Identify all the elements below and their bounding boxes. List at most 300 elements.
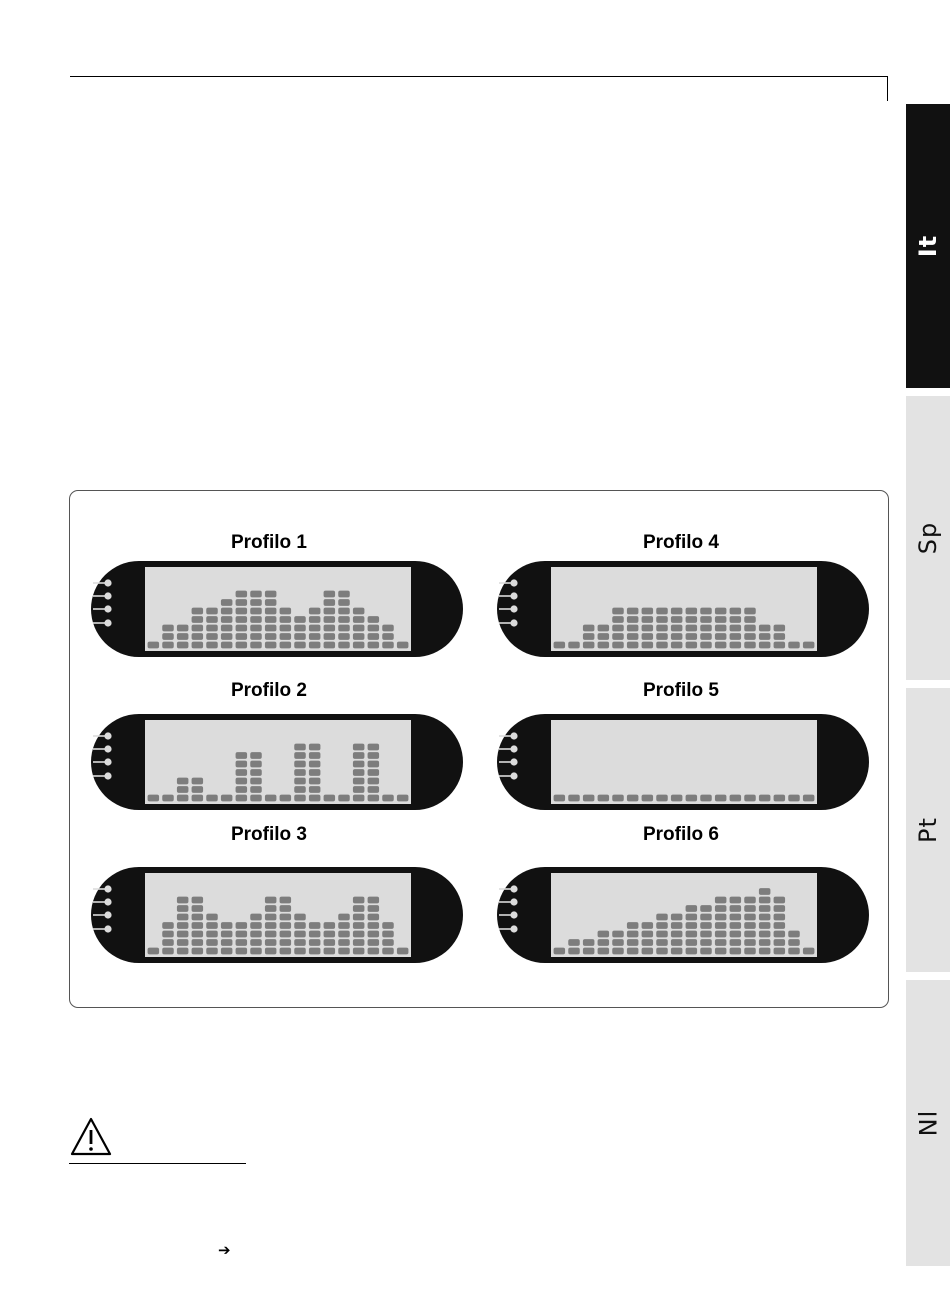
profile-bar-segment [568, 795, 580, 802]
profile-bar-segment [324, 625, 336, 632]
profile-bar-segment [353, 625, 365, 632]
profile-bar-segment [206, 939, 218, 946]
profile-bar-segment [774, 625, 786, 632]
profile-bar-segment [265, 897, 277, 904]
profile-bar-segment [397, 642, 409, 649]
profile-bar-segment [353, 931, 365, 938]
profile-bar-segment [353, 761, 365, 768]
profile-bar-segment [206, 633, 218, 640]
profile-bar-segment [368, 905, 380, 912]
profile-bar-segment [583, 642, 595, 649]
profile-bar-segment [353, 914, 365, 921]
profile-bar-segment [686, 905, 698, 912]
profile-bar-segment [627, 625, 639, 632]
profile-2-title: Profilo 2 [230, 680, 307, 701]
profile-bar-segment [162, 931, 174, 938]
profile-bar-segment [236, 752, 248, 759]
profile-bar-segment [612, 642, 624, 649]
profile-bar-segment [250, 752, 262, 759]
profile-bar-segment [642, 931, 654, 938]
profile-bar-segment [700, 625, 712, 632]
profile-bar-segment [324, 616, 336, 623]
profile-bar-segment [700, 948, 712, 955]
profile-bar-segment [192, 786, 204, 793]
profile-bar-segment [265, 625, 277, 632]
profile-bar-segment [397, 795, 409, 802]
profile-bar-segment [338, 914, 350, 921]
profile-bar-segment [627, 608, 639, 615]
profile-bar-segment [368, 625, 380, 632]
profile-bar-segment [353, 939, 365, 946]
profile-bar-segment [583, 633, 595, 640]
profile-bar-segment [368, 778, 380, 785]
profile-bar-segment [177, 939, 189, 946]
profile-bar-segment [353, 744, 365, 751]
profile-bar-segment [759, 905, 771, 912]
profile-bar-segment [598, 642, 610, 649]
profile-bar-segment [192, 642, 204, 649]
profile-bar-segment [162, 642, 174, 649]
profile-bar-segment [338, 625, 350, 632]
profile-bar-segment [192, 939, 204, 946]
profile-bar-segment [715, 633, 727, 640]
profile-bar-segment [642, 939, 654, 946]
profile-bar-segment [324, 795, 336, 802]
profile-3-title: Profilo 3 [230, 824, 307, 845]
profile-bar-segment [715, 905, 727, 912]
profile-bar-segment [627, 948, 639, 955]
profile-bar-segment [280, 616, 292, 623]
profile-bar-segment [730, 795, 742, 802]
profile-bar-segment [583, 625, 595, 632]
profile-bar-segment [206, 948, 218, 955]
profile-bar-segment [744, 905, 756, 912]
tab-language-it-label: It [914, 234, 942, 258]
profile-bar-segment [744, 897, 756, 904]
profile-bar-segment [177, 914, 189, 921]
profile-bar-segment [700, 914, 712, 921]
profile-bar-segment [250, 931, 262, 938]
profile-bar-segment [192, 948, 204, 955]
profile-bar-segment [221, 608, 233, 615]
profile-bar-segment [236, 633, 248, 640]
profile-bar-segment [671, 616, 683, 623]
profile-bar-segment [206, 642, 218, 649]
profile-bar-segment [309, 625, 321, 632]
indicator-light [104, 911, 111, 918]
profile-bar-segment [774, 931, 786, 938]
tab-language-pt[interactable] [906, 688, 950, 972]
profile-bar-segment [353, 769, 365, 776]
profile-bar-segment [192, 897, 204, 904]
profile-bar-segment [221, 642, 233, 649]
profile-bar-segment [250, 778, 262, 785]
profile-bar-segment [686, 939, 698, 946]
profile-bar-segment [265, 642, 277, 649]
profile-bar-segment [221, 922, 233, 929]
profile-bar-segment [206, 914, 218, 921]
profile-4-title: Profilo 4 [642, 532, 719, 553]
profile-bar-segment [642, 922, 654, 929]
profile-bar-segment [774, 897, 786, 904]
indicator-light [510, 732, 517, 739]
profile-bar-segment [642, 616, 654, 623]
profile-bar-segment [656, 608, 668, 615]
profile-bar-segment [309, 931, 321, 938]
profile-bar-segment [221, 795, 233, 802]
profile-bar-segment [656, 795, 668, 802]
profile-bar-segment [715, 616, 727, 623]
profile-bar-segment [221, 948, 233, 955]
profile-bar-segment [730, 897, 742, 904]
profile-bar-segment [309, 633, 321, 640]
profile-bar-segment [338, 608, 350, 615]
profile-bar-segment [671, 795, 683, 802]
profile-bar-segment [324, 591, 336, 598]
profile-bar-segment [700, 922, 712, 929]
profile-bar-segment [715, 625, 727, 632]
profile-bar-segment [774, 922, 786, 929]
profile-bar-segment [309, 761, 321, 768]
profile-bar-segment [353, 642, 365, 649]
profile-bar-segment [700, 633, 712, 640]
profile-bar-segment [338, 633, 350, 640]
profile-bar-segment [206, 922, 218, 929]
profile-bar-segment [177, 922, 189, 929]
profile-bar-segment [280, 931, 292, 938]
profile-bar-segment [715, 931, 727, 938]
profile-bar-segment [612, 948, 624, 955]
profile-bar-segment [294, 744, 306, 751]
profile-bar-segment [177, 633, 189, 640]
profile-bar-segment [294, 914, 306, 921]
profile-bar-segment [656, 931, 668, 938]
indicator-light [510, 898, 517, 905]
profile-bar-segment [759, 888, 771, 895]
profile-bar-segment [554, 642, 566, 649]
profile-bar-segment [294, 948, 306, 955]
indicator-light [104, 619, 111, 626]
profile-bar-segment [192, 778, 204, 785]
profile-bar-segment [236, 769, 248, 776]
profile-bar-segment [250, 914, 262, 921]
profile-bar-segment [265, 599, 277, 606]
profile-bar-segment [324, 931, 336, 938]
profile-bar-segment [162, 922, 174, 929]
profile-bar-segment [294, 922, 306, 929]
profile-bar-segment [686, 922, 698, 929]
profile-bar-segment [294, 752, 306, 759]
profile-bar-segment [686, 616, 698, 623]
profile-6-title: Profilo 6 [642, 824, 719, 845]
profile-bar-segment [206, 931, 218, 938]
tab-language-sp-label: Sp [914, 521, 942, 555]
profile-bar-segment [368, 616, 380, 623]
arrow-right-icon: ➔ [218, 1241, 231, 1259]
profile-bar-segment [598, 633, 610, 640]
profile-bar-segment [671, 625, 683, 632]
profile-bar-segment [162, 625, 174, 632]
profile-bar-segment [294, 616, 306, 623]
profile-bar-segment [700, 616, 712, 623]
profile-bar-segment [382, 642, 394, 649]
profile-bar-segment [671, 633, 683, 640]
profile-bar-segment [338, 795, 350, 802]
profile-bar-segment [280, 939, 292, 946]
profile-bar-segment [368, 752, 380, 759]
profile-bar-segment [265, 616, 277, 623]
profile-bar-segment [192, 931, 204, 938]
profile-bar-segment [250, 795, 262, 802]
profile-bar-segment [759, 642, 771, 649]
profile-bar-segment [368, 769, 380, 776]
profile-5-title: Profilo 5 [642, 680, 719, 701]
profile-bar-segment [250, 642, 262, 649]
profile-bar-segment [353, 922, 365, 929]
profile-bar-segment [250, 761, 262, 768]
profile-bar-segment [686, 608, 698, 615]
profile-bar-segment [759, 633, 771, 640]
profile-bar-segment [206, 625, 218, 632]
profile-bar-segment [656, 939, 668, 946]
profile-bar-segment [280, 897, 292, 904]
profile-bar-segment [700, 795, 712, 802]
profile-bar-segment [177, 931, 189, 938]
profile-bar-segment [700, 608, 712, 615]
profile-bar-segment [774, 939, 786, 946]
tab-language-sp[interactable] [906, 396, 950, 680]
profile-bar-segment [744, 914, 756, 921]
profile-bar-segment [368, 948, 380, 955]
header-rule-tick [887, 76, 888, 101]
profile-bar-segment [715, 642, 727, 649]
profile-bar-segment [368, 931, 380, 938]
profile-bar-segment [265, 905, 277, 912]
indicator-light [510, 745, 517, 752]
indicator-light [104, 605, 111, 612]
profile-bar-segment [353, 633, 365, 640]
profile-1-title: Profilo 1 [230, 532, 307, 553]
profile-bar-segment [265, 948, 277, 955]
profile-bar-segment [715, 922, 727, 929]
profile-bar-segment [250, 599, 262, 606]
warning-underline [69, 1163, 246, 1164]
profile-bar-segment [294, 795, 306, 802]
profile-bar-segment [368, 744, 380, 751]
profile-bar-segment [294, 761, 306, 768]
profile-bar-segment [309, 778, 321, 785]
profile-bar-segment [759, 897, 771, 904]
profile-bar-segment [759, 931, 771, 938]
profile-bar-segment [656, 642, 668, 649]
profile-bar-segment [250, 608, 262, 615]
profile-bar-segment [250, 948, 262, 955]
profile-bar-segment [368, 922, 380, 929]
profile-bar-segment [236, 608, 248, 615]
profile-bar-segment [656, 922, 668, 929]
profile-bar-segment [338, 616, 350, 623]
profile-bar-segment [730, 922, 742, 929]
profile-bar-segment [774, 633, 786, 640]
profile-bar-segment [353, 616, 365, 623]
indicator-light [510, 619, 517, 626]
profile-bar-segment [236, 922, 248, 929]
profile-bar-segment [715, 948, 727, 955]
indicator-light [104, 732, 111, 739]
profile-bar-segment [612, 931, 624, 938]
profile-bar-segment [265, 795, 277, 802]
profile-bar-segment [583, 948, 595, 955]
indicator-light [510, 592, 517, 599]
profile-bar-segment [715, 795, 727, 802]
profile-bar-segment [236, 599, 248, 606]
profile-bar-segment [612, 616, 624, 623]
profile-bar-segment [162, 939, 174, 946]
profile-bar-segment [715, 939, 727, 946]
profile-bar-segment [612, 608, 624, 615]
profile-bar-segment [671, 608, 683, 615]
profile-bar-segment [656, 616, 668, 623]
profile-bar-segment [788, 642, 800, 649]
profile-bar-segment [803, 948, 815, 955]
profile-bar-segment [338, 922, 350, 929]
profile-bar-segment [656, 914, 668, 921]
indicator-light [104, 758, 111, 765]
profile-bar-segment [280, 642, 292, 649]
profile-bar-segment [382, 633, 394, 640]
profile-bar-segment [294, 769, 306, 776]
profile-bar-segment [338, 948, 350, 955]
profile-bar-segment [368, 786, 380, 793]
profile-bar-segment [715, 897, 727, 904]
profile-bar-segment [192, 905, 204, 912]
profile-bar-segment [353, 948, 365, 955]
profile-bar-segment [788, 939, 800, 946]
profile-bar-segment [221, 931, 233, 938]
profile-bar-segment [236, 948, 248, 955]
profile-bar-segment [177, 778, 189, 785]
profile-bar-segment [338, 939, 350, 946]
profile-bar-segment [177, 625, 189, 632]
tab-language-nl[interactable] [906, 980, 950, 1266]
profile-bar-segment [236, 795, 248, 802]
profile-bar-segment [730, 914, 742, 921]
profile-bar-segment [715, 608, 727, 615]
profile-bar-segment [774, 914, 786, 921]
profile-bar-segment [309, 922, 321, 929]
profile-bar-segment [671, 642, 683, 649]
profile-bar-segment [324, 939, 336, 946]
profile-bar-segment [671, 914, 683, 921]
profile-bar-segment [265, 608, 277, 615]
profile-bar-segment [280, 905, 292, 912]
profile-bar-segment [656, 948, 668, 955]
profile-bar-segment [338, 599, 350, 606]
profile-bar-segment [744, 795, 756, 802]
profile-bar-segment [612, 795, 624, 802]
profile-bar-segment [236, 778, 248, 785]
profile-bar-segment [265, 931, 277, 938]
profile-bar-segment [309, 744, 321, 751]
profile-bar-segment [368, 939, 380, 946]
profile-bar-segment [265, 939, 277, 946]
profile-bar-segment [686, 948, 698, 955]
profile-bar-segment [177, 642, 189, 649]
profile-bar-segment [730, 931, 742, 938]
profile-6-display [497, 867, 869, 963]
profile-bar-segment [162, 795, 174, 802]
profile-5-display [497, 714, 869, 810]
indicator-light [104, 925, 111, 932]
profile-bar-segment [236, 591, 248, 598]
profile-bar-segment [554, 795, 566, 802]
profile-bar-segment [759, 922, 771, 929]
warning-triangle-icon [69, 1116, 113, 1158]
tab-language-it[interactable] [906, 104, 950, 388]
profile-bar-segment [338, 642, 350, 649]
profile-bar-segment [353, 786, 365, 793]
profile-bar-segment [148, 795, 160, 802]
indicator-light [104, 885, 111, 892]
profile-bar-segment [338, 931, 350, 938]
profile-bar-segment [280, 914, 292, 921]
profile-bar-segment [265, 591, 277, 598]
profile-bar-segment [554, 948, 566, 955]
indicator-light [510, 605, 517, 612]
profile-bar-segment [759, 948, 771, 955]
profile-bar-segment [221, 599, 233, 606]
profile-bar-segment [627, 642, 639, 649]
profile-bar-segment [324, 642, 336, 649]
profile-1-display [91, 561, 463, 657]
profile-bar-segment [368, 897, 380, 904]
profile-bar-segment [250, 625, 262, 632]
profile-bar-segment [642, 625, 654, 632]
indicator-light [510, 579, 517, 586]
profile-bar-segment [774, 642, 786, 649]
profile-2-display [91, 714, 463, 810]
profile-bar-segment [177, 795, 189, 802]
profile-bar-segment [221, 616, 233, 623]
profile-bar-segment [353, 905, 365, 912]
profile-bar-segment [353, 608, 365, 615]
profile-bar-segment [221, 625, 233, 632]
profile-bar-segment [236, 642, 248, 649]
profile-bar-segment [206, 608, 218, 615]
profile-bar-segment [280, 625, 292, 632]
profile-bar-segment [148, 948, 160, 955]
profile-bar-segment [744, 922, 756, 929]
profile-bar-segment [642, 795, 654, 802]
profile-bar-segment [294, 625, 306, 632]
profile-bar-segment [730, 939, 742, 946]
profile-bar-segment [309, 752, 321, 759]
profile-bar-segment [568, 939, 580, 946]
profile-bar-segment [598, 948, 610, 955]
profile-bar-segment [730, 642, 742, 649]
profile-bar-segment [250, 591, 262, 598]
profile-bar-segment [700, 939, 712, 946]
profile-bar-segment [368, 914, 380, 921]
profile-bar-segment [671, 922, 683, 929]
profile-bar-segment [686, 642, 698, 649]
profile-bar-segment [206, 795, 218, 802]
profile-bar-segment [294, 642, 306, 649]
profile-bar-segment [280, 948, 292, 955]
profile-bar-segment [338, 591, 350, 598]
profile-bar-segment [730, 616, 742, 623]
profile-bar-segment [656, 625, 668, 632]
